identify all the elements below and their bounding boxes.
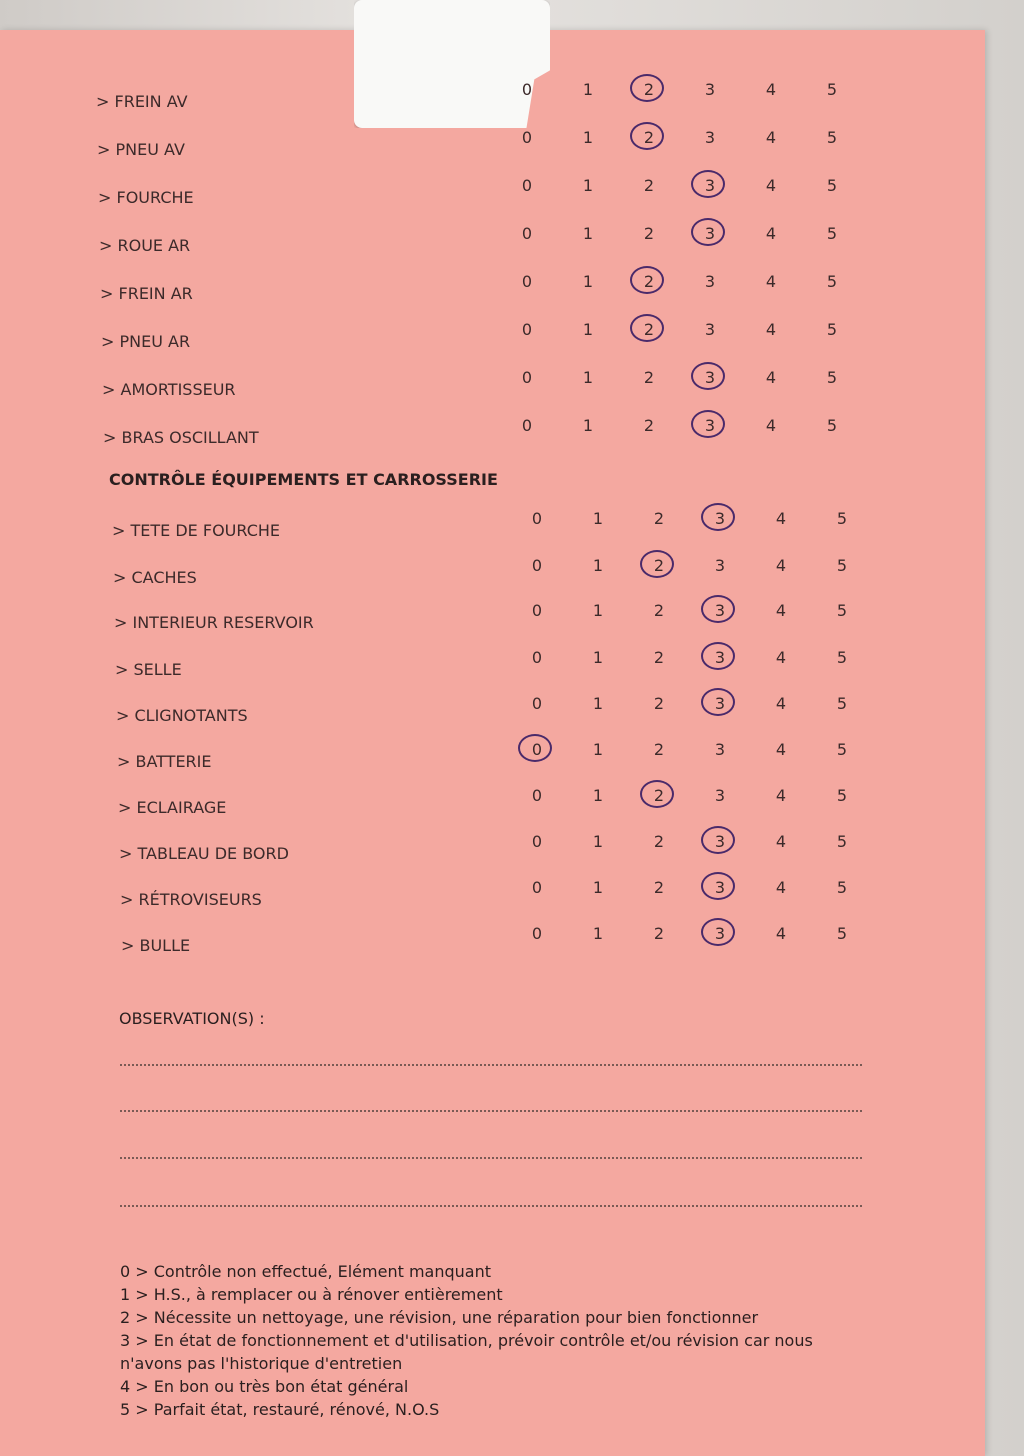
- circled-score[interactable]: 2: [638, 128, 660, 147]
- score-option[interactable]: 1: [582, 272, 594, 291]
- legend-line: 5 > Parfait état, restauré, rénové, N.O.S: [120, 1400, 440, 1419]
- score-option[interactable]: 0: [521, 224, 533, 243]
- rating-row: [0, 648, 985, 690]
- rating-row-label: > CACHES: [113, 568, 197, 587]
- score-option[interactable]: 1: [582, 320, 594, 339]
- rating-row-label: > ROUE AR: [99, 236, 191, 255]
- score-option[interactable]: 2: [643, 176, 655, 195]
- circled-score[interactable]: 0: [526, 740, 548, 759]
- score-option[interactable]: 4: [765, 416, 777, 435]
- score-option[interactable]: 1: [592, 694, 604, 713]
- circled-score[interactable]: 3: [709, 832, 731, 851]
- circled-score[interactable]: 3: [709, 601, 731, 620]
- observations-label: OBSERVATION(S) :: [119, 1009, 265, 1028]
- score-option[interactable]: 1: [592, 509, 604, 528]
- rating-row-label: > ECLAIRAGE: [118, 798, 227, 817]
- score-option[interactable]: 1: [592, 556, 604, 575]
- rating-row: [0, 601, 985, 643]
- rating-row: [0, 80, 985, 122]
- circled-score[interactable]: 2: [638, 320, 660, 339]
- score-option[interactable]: 1: [582, 416, 594, 435]
- score-option[interactable]: 0: [521, 416, 533, 435]
- score-option[interactable]: 0: [521, 176, 533, 195]
- rating-row: [0, 509, 985, 551]
- score-option[interactable]: 3: [714, 786, 726, 805]
- score-option[interactable]: 1: [582, 80, 594, 99]
- score-option[interactable]: 0: [531, 878, 543, 897]
- rating-row: [0, 740, 985, 782]
- rating-row: [0, 416, 985, 458]
- score-option[interactable]: 2: [653, 648, 665, 667]
- rating-row-label: > SELLE: [115, 660, 182, 679]
- score-option[interactable]: 2: [653, 509, 665, 528]
- score-option[interactable]: 4: [775, 878, 787, 897]
- rating-row-label: > INTERIEUR RESERVOIR: [114, 613, 314, 632]
- rating-row-label: > TETE DE FOURCHE: [112, 521, 280, 540]
- rating-row: [0, 224, 985, 266]
- section-title: CONTRÔLE ÉQUIPEMENTS ET CARROSSERIE: [109, 470, 498, 489]
- score-option[interactable]: 4: [775, 740, 787, 759]
- circled-score[interactable]: 3: [709, 648, 731, 667]
- score-option[interactable]: 0: [521, 128, 533, 147]
- score-option[interactable]: 1: [582, 224, 594, 243]
- circled-score[interactable]: 3: [699, 224, 721, 243]
- score-option[interactable]: 2: [653, 878, 665, 897]
- score-option[interactable]: 5: [836, 648, 848, 667]
- score-option[interactable]: 0: [531, 509, 543, 528]
- rating-row-label: > FREIN AV: [96, 92, 188, 111]
- circled-score[interactable]: 3: [709, 694, 731, 713]
- score-option[interactable]: 0: [531, 924, 543, 943]
- score-option[interactable]: 4: [775, 556, 787, 575]
- rating-row-label: > PNEU AR: [101, 332, 191, 351]
- score-option[interactable]: 0: [531, 832, 543, 851]
- circled-score[interactable]: 2: [638, 80, 660, 99]
- rating-row: [0, 320, 985, 362]
- score-option[interactable]: 3: [704, 272, 716, 291]
- rating-row: [0, 128, 985, 170]
- rating-row: [0, 878, 985, 920]
- circled-score[interactable]: 3: [699, 368, 721, 387]
- rating-row: [0, 832, 985, 874]
- legend-line: 3 > En état de fonctionnement et d'utilisation, prévoir contrôle et/ou révision car nous: [120, 1331, 813, 1350]
- score-option[interactable]: 1: [592, 740, 604, 759]
- score-option[interactable]: 4: [775, 694, 787, 713]
- score-option[interactable]: 0: [531, 601, 543, 620]
- circled-score[interactable]: 2: [648, 786, 670, 805]
- score-option[interactable]: 5: [836, 694, 848, 713]
- score-option[interactable]: 4: [765, 320, 777, 339]
- score-option[interactable]: 5: [826, 272, 838, 291]
- score-option[interactable]: 4: [775, 786, 787, 805]
- score-option[interactable]: 1: [592, 648, 604, 667]
- score-option[interactable]: 2: [643, 368, 655, 387]
- rating-row-label: > BRAS OSCILLANT: [103, 428, 259, 447]
- score-option[interactable]: 5: [826, 368, 838, 387]
- score-option[interactable]: 1: [592, 601, 604, 620]
- legend: [120, 1260, 880, 1421]
- rating-row-label: > BULLE: [121, 936, 191, 955]
- score-option[interactable]: 2: [643, 416, 655, 435]
- legend-line: 1 > H.S., à remplacer ou à rénover entièrement: [120, 1285, 503, 1304]
- score-option[interactable]: 0: [531, 648, 543, 667]
- observation-line: [120, 1064, 862, 1066]
- score-option[interactable]: 5: [826, 80, 838, 99]
- score-option[interactable]: 4: [775, 648, 787, 667]
- score-option[interactable]: 4: [775, 509, 787, 528]
- score-option[interactable]: 5: [836, 509, 848, 528]
- score-option[interactable]: 2: [643, 224, 655, 243]
- score-option[interactable]: 5: [826, 416, 838, 435]
- score-option[interactable]: 5: [826, 176, 838, 195]
- score-option[interactable]: 5: [826, 128, 838, 147]
- legend-line: n'avons pas l'historique d'entretien: [120, 1354, 403, 1373]
- score-option[interactable]: 5: [836, 740, 848, 759]
- rating-row-label: > FOURCHE: [98, 188, 194, 207]
- rating-row-label: > TABLEAU DE BORD: [119, 844, 289, 863]
- circled-score[interactable]: 3: [709, 878, 731, 897]
- legend-line: 0 > Contrôle non effectué, Elément manquant: [120, 1262, 491, 1281]
- score-option[interactable]: 4: [765, 272, 777, 291]
- score-option[interactable]: 5: [836, 832, 848, 851]
- score-option[interactable]: 1: [592, 832, 604, 851]
- score-option[interactable]: 5: [826, 320, 838, 339]
- score-option[interactable]: 5: [836, 556, 848, 575]
- score-option[interactable]: 4: [765, 128, 777, 147]
- rating-row: [0, 786, 985, 828]
- score-option[interactable]: 5: [836, 786, 848, 805]
- score-option[interactable]: 5: [836, 878, 848, 897]
- score-option[interactable]: 5: [836, 601, 848, 620]
- score-option[interactable]: 4: [765, 176, 777, 195]
- circled-score[interactable]: 3: [709, 509, 731, 528]
- score-option[interactable]: 3: [714, 556, 726, 575]
- score-option[interactable]: 1: [592, 786, 604, 805]
- observation-line: [120, 1157, 862, 1159]
- legend-line: 4 > En bon ou très bon état général: [120, 1377, 409, 1396]
- rating-row: [0, 924, 985, 966]
- score-option[interactable]: 2: [653, 601, 665, 620]
- rating-row: [0, 272, 985, 314]
- circled-score[interactable]: 3: [709, 924, 731, 943]
- rating-row: [0, 176, 985, 218]
- score-option[interactable]: 2: [653, 924, 665, 943]
- score-option[interactable]: 2: [653, 740, 665, 759]
- score-option[interactable]: 5: [826, 224, 838, 243]
- score-option[interactable]: 3: [714, 740, 726, 759]
- score-option[interactable]: 0: [521, 320, 533, 339]
- circled-score[interactable]: 2: [648, 556, 670, 575]
- rating-row: [0, 694, 985, 736]
- observation-line: [120, 1110, 862, 1112]
- score-option[interactable]: 0: [521, 80, 533, 99]
- score-option[interactable]: 2: [653, 832, 665, 851]
- score-option[interactable]: 3: [704, 320, 716, 339]
- rating-row-label: > PNEU AV: [97, 140, 185, 159]
- score-option[interactable]: 0: [521, 272, 533, 291]
- observation-line: [120, 1205, 862, 1207]
- rating-row: [0, 368, 985, 410]
- score-option[interactable]: 1: [582, 368, 594, 387]
- score-option[interactable]: 4: [775, 832, 787, 851]
- rating-row: [0, 556, 985, 598]
- score-option[interactable]: 1: [592, 924, 604, 943]
- rating-row-label: > AMORTISSEUR: [102, 380, 236, 399]
- rating-row-label: > RÉTROVISEURS: [120, 890, 262, 909]
- legend-line: 2 > Nécessite un nettoyage, une révision, une réparation pour bien fonctionner: [120, 1308, 759, 1327]
- score-option[interactable]: 0: [531, 786, 543, 805]
- score-option[interactable]: 4: [765, 80, 777, 99]
- score-option[interactable]: 2: [653, 694, 665, 713]
- score-option[interactable]: 4: [775, 601, 787, 620]
- score-option[interactable]: 3: [704, 128, 716, 147]
- score-option[interactable]: 1: [582, 128, 594, 147]
- score-option[interactable]: 4: [775, 924, 787, 943]
- score-option[interactable]: 0: [521, 368, 533, 387]
- rating-row-label: > CLIGNOTANTS: [116, 706, 248, 725]
- score-option[interactable]: 4: [765, 224, 777, 243]
- score-option[interactable]: 0: [531, 556, 543, 575]
- score-option[interactable]: 1: [582, 176, 594, 195]
- score-option[interactable]: 1: [592, 878, 604, 897]
- circled-score[interactable]: 3: [699, 176, 721, 195]
- score-option[interactable]: 4: [765, 368, 777, 387]
- rating-row-label: > BATTERIE: [117, 752, 212, 771]
- score-option[interactable]: 0: [531, 694, 543, 713]
- score-option[interactable]: 3: [704, 80, 716, 99]
- circled-score[interactable]: 3: [699, 416, 721, 435]
- score-option[interactable]: 5: [836, 924, 848, 943]
- rating-row-label: > FREIN AR: [100, 284, 193, 303]
- circled-score[interactable]: 2: [638, 272, 660, 291]
